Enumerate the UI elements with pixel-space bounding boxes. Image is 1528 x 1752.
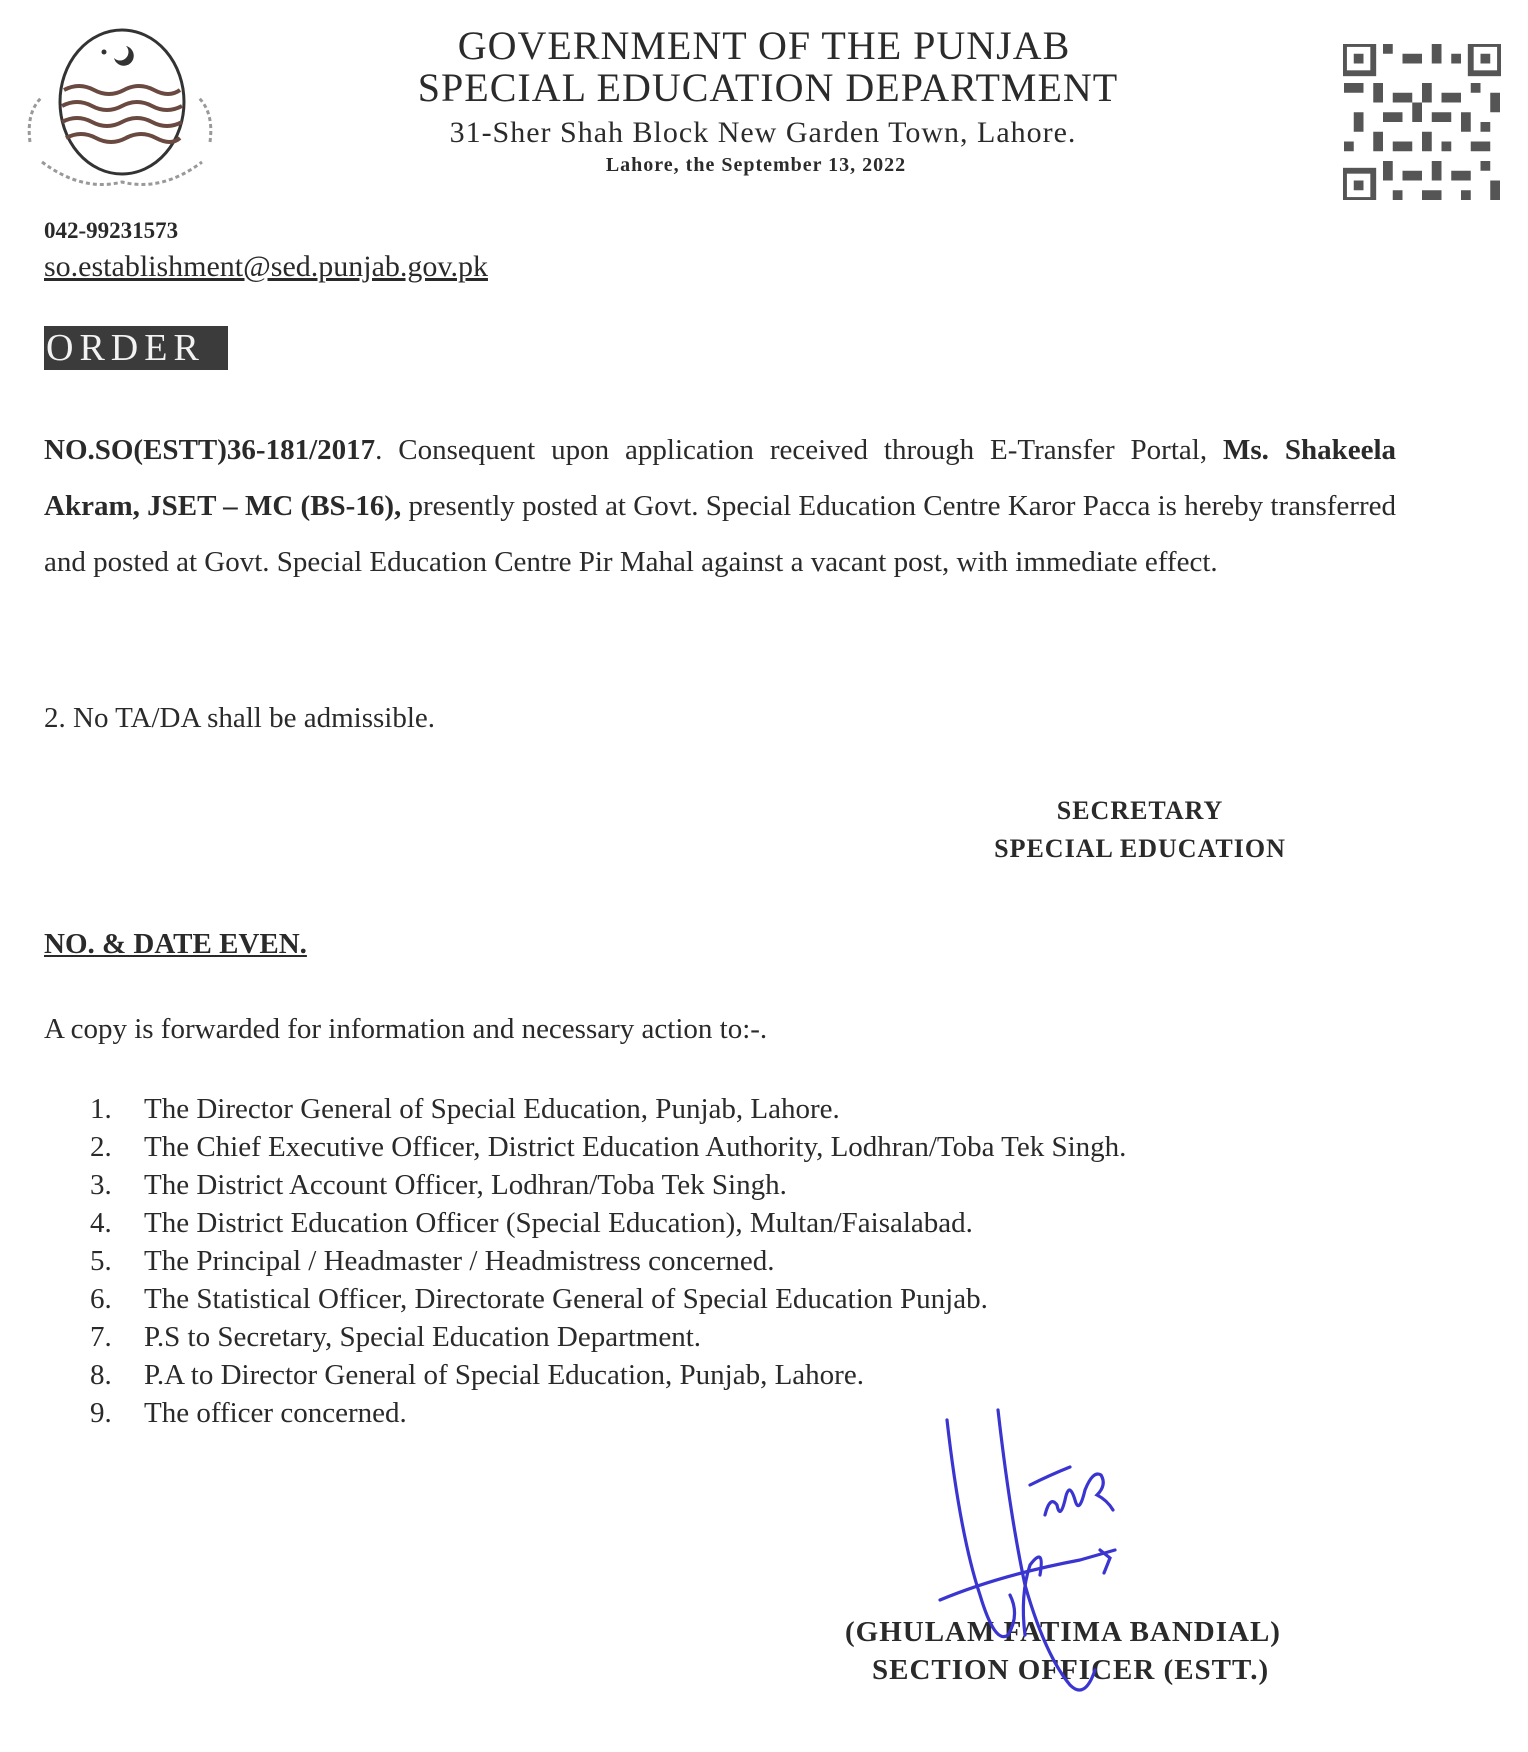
- order-paragraph: [44, 422, 1396, 590]
- order-label: ORDER: [44, 326, 228, 370]
- contact-email-link[interactable]: so.establishment@sed.punjab.gov.pk: [44, 250, 488, 283]
- signatory-title: SECTION OFFICER (ESTT.): [872, 1654, 1270, 1686]
- signatory-name: (GHULAM FATIMA BANDIAL): [845, 1616, 1281, 1648]
- list-item: 4. The District Education Officer (Special Education), Multan/Faisalabad.: [90, 1207, 973, 1239]
- header-department: SPECIAL EDUCATION DEPARTMENT: [417, 65, 1119, 110]
- reference-number: NO.SO(ESTT)36-181/2017: [44, 434, 376, 466]
- no-date-even-heading: NO. & DATE EVEN.: [44, 928, 307, 960]
- paragraph-text-b: presently posted at Govt. Special Education Centre Karor Pacca is hereby transferred and posted at Govt. Special Education Centre Pir Mahal against a vacant post, with immediate effect.: [44, 490, 1396, 578]
- employee-name: Ms. Shakeela Akram, JSET – MC (BS-16),: [44, 434, 1397, 522]
- header-government: GOVERNMENT OF THE PUNJAB: [457, 23, 1071, 68]
- secretary-department: SPECIAL EDUCATION: [994, 834, 1286, 863]
- header-date: Lahore, the September 13, 2022: [605, 154, 907, 176]
- list-item: 2. The Chief Executive Officer, District Education Authority, Lodhran/Toba Tek Singh.: [90, 1131, 1127, 1163]
- signature-icon: [920, 1395, 1200, 1715]
- list-item: 7. P.S to Secretary, Special Education Department.: [90, 1321, 702, 1353]
- list-item: 8. P.A to Director General of Special Education, Punjab, Lahore.: [90, 1359, 864, 1391]
- paragraph-text-a: . Consequent upon application received through E-Transfer Portal,: [375, 434, 1208, 466]
- header-address: 31-Sher Shah Block New Garden Town, Lahore.: [449, 116, 1077, 149]
- distribution-list: [90, 1090, 1126, 1432]
- qr-code-icon: [1343, 44, 1501, 200]
- list-item: 3. The District Account Officer, Lodhran/Toba Tek Singh.: [90, 1169, 787, 1201]
- contact-phone: 042-99231573: [44, 218, 179, 243]
- secretary-title: SECRETARY: [1056, 796, 1224, 825]
- clause-2: 2. No TA/DA shall be admissible.: [44, 702, 436, 734]
- list-item: 9. The officer concerned.: [90, 1397, 407, 1429]
- list-item: 5. The Principal / Headmaster / Headmistress concerned.: [90, 1245, 775, 1277]
- list-item: 6. The Statistical Officer, Directorate General of Special Education Punjab.: [90, 1283, 988, 1315]
- list-item: 1. The Director General of Special Education, Punjab, Lahore.: [90, 1093, 840, 1125]
- copy-forward-intro: A copy is forwarded for information and necessary action to:-.: [44, 1013, 768, 1045]
